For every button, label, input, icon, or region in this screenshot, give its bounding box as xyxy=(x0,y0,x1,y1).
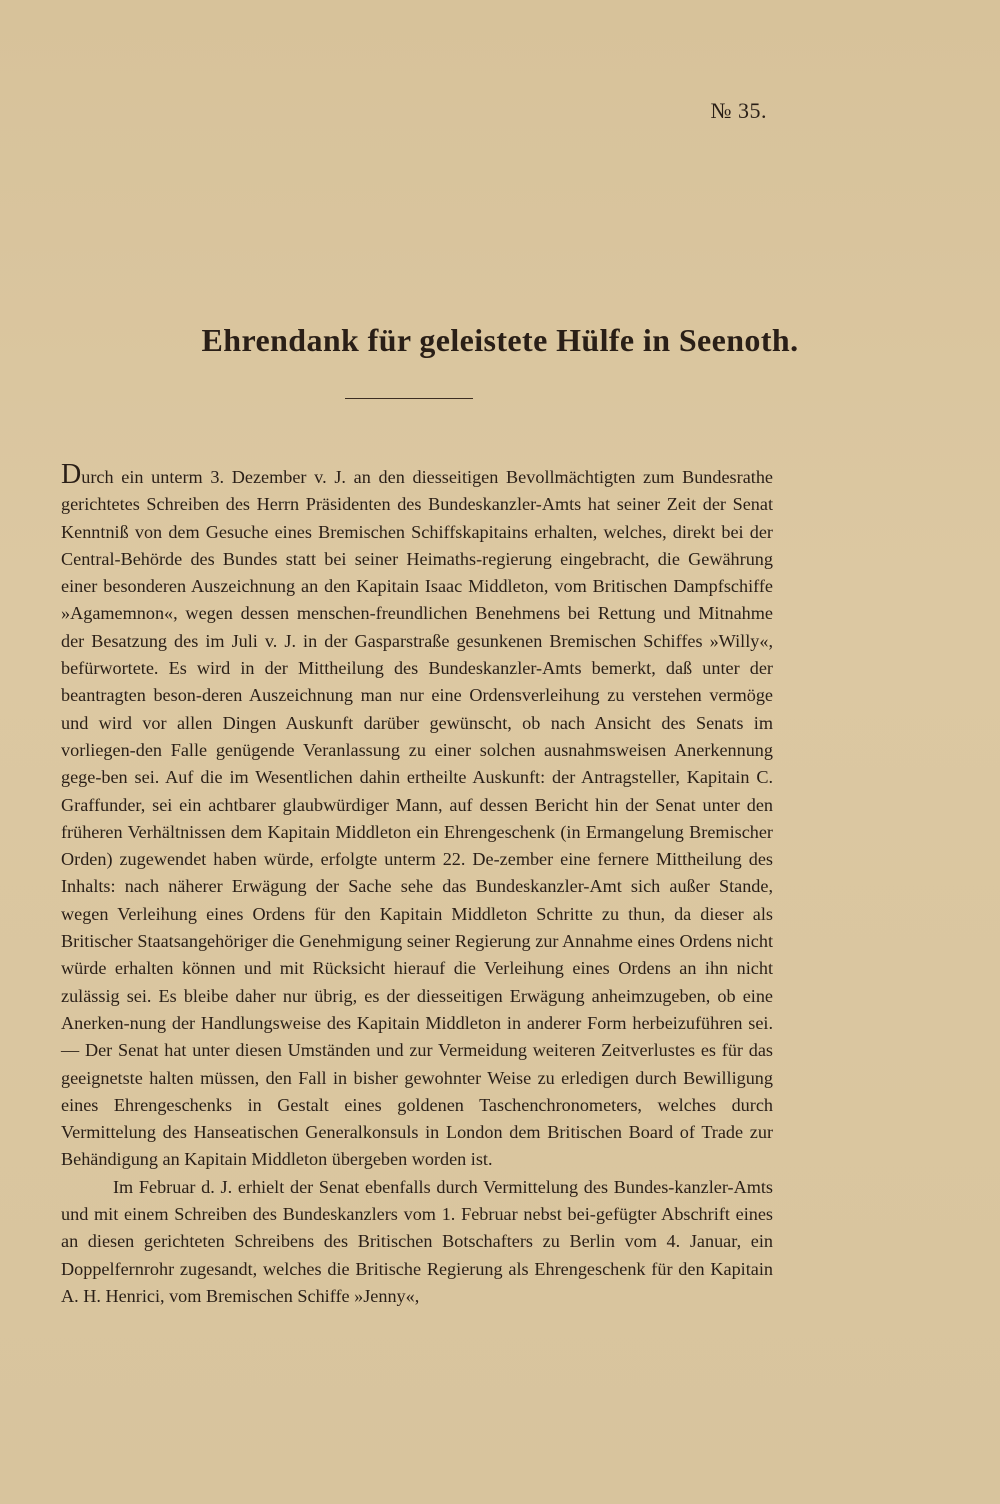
paragraph-1-text: urch ein unterm 3. Dezember v. J. an den diesseitigen Bevollmächtigten zum Bundesrathe gerichtetes Schreiben des Herrn Präsidenten des Bundeskanzler-Amts hat seiner Zeit der Senat Kenntniß von dem Gesuche eines Bremischen Schiffskapitains erhalten, welches, direkt bei der Central-Behörde des Bundes statt bei seiner Heimaths-regierung eingebracht, die Gewährung einer besonderen Auszeichnung an den Kapitain Isaac Middleton, vom Britischen Dampfschiffe »Agamemnon«, wegen dessen menschen-freundlichen Benehmens bei Rettung und Mitnahme der Besatzung des im Juli v. J. in der Gasparstraße gesunkenen Bremischen Schiffes »Willy«, befürwortete. Es wird in der Mittheilung des Bundeskanzler-Amts bemerkt, daß unter der beantragten beson-deren Auszeichnung man nur eine Ordensverleihung zu verstehen vermöge und wird vor allen Dingen Auskunft darüber gewünscht, ob nach Ansicht des Senats im vorliegen-den Falle genügende Veranlassung zu einer solchen ausnahmsweisen Anerkennung gege-ben sei. Auf die im Wesentlichen dahin ertheilte Auskunft: der Antragsteller, Kapitain C. Graffunder, sei ein achtbarer glaubwürdiger Mann, auf dessen Bericht hin der Senat unter den früheren Verhältnissen dem Kapitain Middleton ein Ehrengeschenk (in Ermangelung Bremischer Orden) zugewendet haben würde, erfolgte unterm 22. De-zember eine fernere Mittheilung des Inhalts: nach näherer Erwägung der Sache sehe das Bundeskanzler-Amt sich außer Stande, wegen Verleihung eines Ordens für den Kapitain Middleton Schritte zu thun, da dieser als Britischer Staatsangehöriger die Genehmigung seiner Regierung zur Annahme eines Ordens nicht würde erhalten können und mit Rücksicht hierauf die Verleihung eines Ordens an ihn nicht zulässig sei. Es bleibe daher nur übrig, es der diesseitigen Erwägung anheimzugeben, ob eine Anerken-nung der Handlungsweise des Kapitain Middleton in anderer Form herbeizuführen sei. — Der Senat hat unter diesen Umständen und zur Vermeidung weiteren Zeitverlustes es für das geeignetste halten müssen, den Fall in bisher gewohnter Weise zu erledigen durch Bewilligung eines Ehrengeschenks in Gestalt eines goldenen Taschenchronometers, welches durch Vermittelung des Hanseatischen Generalkonsuls in London dem Britischen Board of Trade zur Behändigung an Kapitain Middleton übergeben worden ist. xyxy=(61,467,773,1170)
paragraph-2 xyxy=(61,1174,773,1310)
paragraph-1 xyxy=(61,461,773,1174)
page-number: № 35. xyxy=(710,98,767,123)
title-divider xyxy=(345,398,473,399)
document-title: Ehrendank für geleistete Hülfe in Seenoth. xyxy=(201,322,799,358)
body-text xyxy=(61,461,773,1310)
paragraph-2-text: Im Februar d. J. erhielt der Senat ebenfalls durch Vermittelung des Bundes-kanzler-Amts und mit einem Schreiben des Bundeskanzlers vom 1. Februar nebst bei-gefügter Abschrift eines an diesen gerichteten Schreibens des Britischen Botschafters zu Berlin vom 4. Januar, ein Doppelfernrohr zugesandt, welches die Britische Regierung als Ehrengeschenk für den Kapitain A. H. Henrici, vom Bremischen Schiffe »Jenny«, xyxy=(61,1176,773,1306)
paragraph-dropcap: D xyxy=(61,459,82,490)
